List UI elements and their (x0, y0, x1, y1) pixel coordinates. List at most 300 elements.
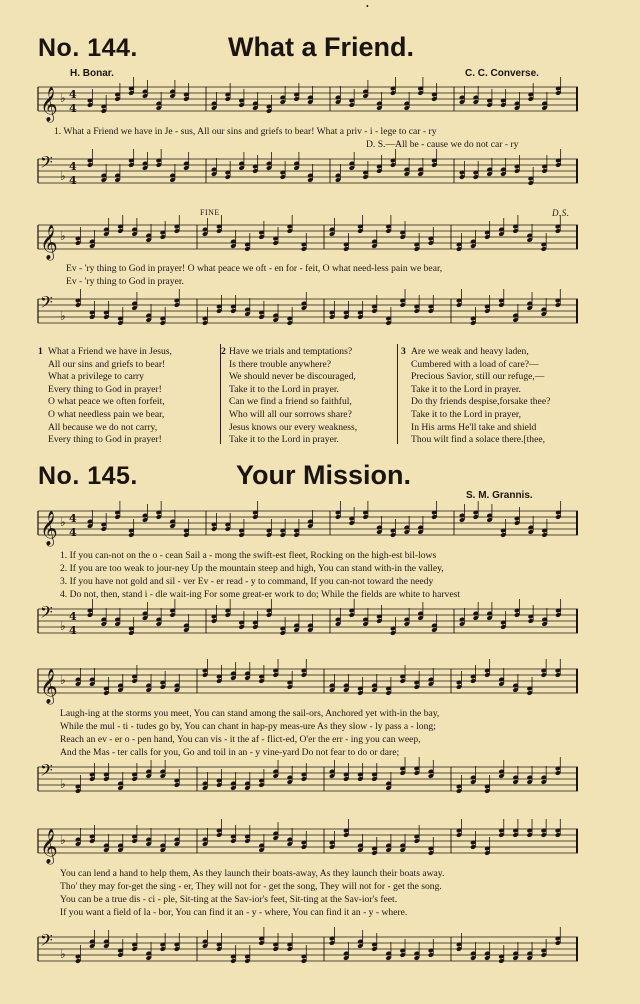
note (89, 301, 95, 320)
note (301, 945, 307, 964)
note (399, 289, 405, 308)
hymn-144-s1-lyric-1: 1. What a Friend we have in Je - sus, All our sins and griefs to bear! What a priv - i - lege to car - ry (54, 126, 437, 137)
note (280, 86, 286, 105)
note (87, 89, 93, 108)
note (357, 677, 363, 696)
note (131, 763, 137, 782)
note (128, 617, 134, 636)
note (414, 295, 420, 314)
time-signature-bottom: 4 (69, 526, 77, 539)
note (470, 831, 476, 850)
note (343, 301, 349, 320)
note (399, 834, 405, 853)
hymn-144-stanza-1 (38, 346, 172, 447)
note (103, 301, 109, 320)
note (202, 218, 208, 237)
note (183, 614, 189, 633)
note (238, 611, 244, 630)
note (216, 819, 222, 838)
note (174, 674, 180, 693)
note (131, 933, 137, 952)
staff-lines (38, 511, 578, 535)
staff-lines (38, 225, 578, 249)
note (500, 611, 506, 630)
note (526, 819, 532, 838)
note (555, 757, 561, 776)
note (357, 834, 363, 853)
note (498, 289, 504, 308)
note (101, 513, 107, 532)
note (417, 77, 423, 96)
stanza-line: What a Friend we have in Jesus, (48, 346, 172, 357)
note (526, 766, 532, 785)
stanza-line: What a privilege to carry (48, 371, 144, 383)
note (287, 671, 293, 690)
note (526, 942, 532, 961)
stanza-line: Is there trouble anywhere? (229, 358, 332, 370)
note (428, 295, 434, 314)
note (114, 164, 120, 183)
note (75, 775, 81, 794)
note (211, 605, 217, 624)
hymn-144-system-1-bass (38, 152, 578, 187)
note (512, 674, 518, 693)
hymn-144-ds-marker: D.S. (552, 208, 570, 218)
note (428, 760, 434, 779)
note (114, 501, 120, 520)
stanza-line: Take it to the Lord in prayer. (229, 434, 339, 446)
flat-sign-icon: ♭ (60, 777, 66, 791)
note (225, 161, 231, 180)
note (230, 825, 236, 844)
note (514, 507, 520, 526)
note (470, 307, 476, 326)
bass-clef-icon: 𝄢 (40, 930, 53, 954)
note (484, 659, 490, 678)
note (272, 659, 278, 678)
note (89, 825, 95, 844)
hymn-144-stanza-2 (221, 346, 358, 447)
note (211, 158, 217, 177)
note (385, 834, 391, 853)
note (87, 599, 93, 618)
note (528, 516, 534, 535)
note (244, 233, 250, 252)
note (272, 304, 278, 323)
note (301, 831, 307, 850)
note (87, 510, 93, 529)
note (89, 230, 95, 249)
note (343, 819, 349, 838)
stanza-line: Jesus knows our every weakness, (229, 421, 358, 433)
note (470, 230, 476, 249)
note (280, 519, 286, 538)
note (528, 605, 534, 624)
note (216, 295, 222, 314)
note (514, 92, 520, 111)
note (555, 289, 561, 308)
note (131, 665, 137, 684)
note (75, 945, 81, 964)
note (101, 95, 107, 114)
stanza-line: Precious Savior, still our refuge,— (411, 371, 545, 383)
note (357, 930, 363, 949)
note (216, 933, 222, 952)
flat-sign-icon: ♭ (60, 309, 66, 323)
note (202, 772, 208, 791)
note (343, 674, 349, 693)
page-top-mark: • (366, 2, 369, 11)
note (526, 224, 532, 243)
note (484, 837, 490, 856)
note (160, 307, 166, 326)
note (244, 945, 250, 964)
note (142, 504, 148, 523)
note (371, 837, 377, 856)
hymn-145-s3-verse-4: If you want a field of la - bor, You can find it an - y - where, You can find it an - y - where. (60, 907, 408, 918)
note (238, 89, 244, 108)
note (202, 828, 208, 847)
note (230, 662, 236, 681)
hymn-145-system-3-bass (38, 930, 578, 964)
flat-sign-icon: ♭ (60, 673, 66, 687)
note (117, 939, 123, 958)
note (514, 155, 520, 174)
note (103, 834, 109, 853)
note (385, 307, 391, 326)
note (101, 164, 107, 183)
note (225, 513, 231, 532)
note (307, 86, 313, 105)
note (512, 819, 518, 838)
hymn-144-system-2-bass (38, 292, 578, 326)
note (498, 668, 504, 687)
note (456, 775, 462, 794)
note (216, 769, 222, 788)
note (142, 80, 148, 99)
note (473, 501, 479, 520)
hymn-144-s2-lyric-2: Ev - 'ry thing to God in prayer. (66, 276, 184, 287)
note (428, 227, 434, 246)
note (131, 825, 137, 844)
note (202, 930, 208, 949)
note (456, 289, 462, 308)
note (272, 933, 278, 952)
note (541, 92, 547, 111)
note (258, 665, 264, 684)
note (145, 224, 151, 243)
stanza-line: We should never be discouraged, (229, 371, 356, 383)
note (456, 671, 462, 690)
hymn-145-number: No. 145. (38, 462, 138, 490)
note (160, 221, 166, 240)
note (514, 599, 520, 618)
note (335, 164, 341, 183)
note (258, 834, 264, 853)
time-signature-top: 4 (69, 610, 77, 623)
time-signature-top: 4 (69, 88, 77, 101)
note (526, 677, 532, 696)
note (371, 230, 377, 249)
note (512, 766, 518, 785)
note (512, 215, 518, 234)
bass-clef-icon: 𝄢 (40, 152, 53, 176)
note (244, 298, 250, 317)
note (128, 77, 134, 96)
stanza-number: 2 (221, 346, 226, 357)
note (357, 763, 363, 782)
note (128, 149, 134, 168)
note (258, 221, 264, 240)
note (390, 617, 396, 636)
note (160, 671, 166, 690)
note (117, 772, 123, 791)
stanza-line: Every thing to God in prayer! (48, 434, 162, 446)
stanza-number: 3 (401, 346, 406, 357)
stanza-line: Take it to the Lord in prayer. (229, 383, 339, 395)
note (230, 295, 236, 314)
note (252, 155, 258, 174)
hymn-145-title: Your Mission. (236, 460, 412, 490)
note (252, 92, 258, 111)
note (156, 149, 162, 168)
stanza-line: Can we find a friend so faithful, (229, 396, 352, 408)
hymn-144-composer: C. C. Converse. (465, 68, 539, 79)
note (145, 304, 151, 323)
note (385, 772, 391, 791)
note (486, 89, 492, 108)
note (75, 668, 81, 687)
hymn-145-system-2-treble (38, 666, 578, 704)
note (301, 763, 307, 782)
hymn-145-s2-verse-4: And the Mas - ter calls for you, Go and toil in an - y vine-yard Do not fear to do or dare; (60, 747, 400, 758)
stanza-divider (220, 344, 221, 444)
note (244, 662, 250, 681)
note (357, 215, 363, 234)
note (376, 92, 382, 111)
hymn-144-stanza-3 (401, 346, 551, 447)
note (470, 766, 476, 785)
note (428, 837, 434, 856)
note (555, 599, 561, 618)
note (293, 519, 299, 538)
note (459, 161, 465, 180)
note (101, 608, 107, 627)
note (266, 95, 272, 114)
note (335, 608, 341, 627)
note (376, 155, 382, 174)
note (512, 942, 518, 961)
note (156, 92, 162, 111)
note (362, 501, 368, 520)
note (117, 215, 123, 234)
treble-clef-icon: 𝄞 (40, 669, 58, 704)
note (293, 152, 299, 171)
note (75, 227, 81, 246)
note (117, 674, 123, 693)
stanza-line: All our sins and griefs to bear! (48, 358, 166, 370)
note (266, 599, 272, 618)
note (258, 769, 264, 788)
note (131, 218, 137, 237)
note (329, 218, 335, 237)
note (414, 825, 420, 844)
flat-sign-icon: ♭ (60, 947, 66, 961)
note (484, 775, 490, 794)
note (145, 674, 151, 693)
note (117, 307, 123, 326)
note (431, 501, 437, 520)
bass-clef-icon: 𝄢 (40, 602, 53, 626)
stanza-line: Take it to the Lord in prayer. (411, 383, 521, 395)
note (156, 608, 162, 627)
note (329, 674, 335, 693)
note (280, 161, 286, 180)
note (498, 819, 504, 838)
note (89, 668, 95, 687)
note (459, 504, 465, 523)
note (230, 230, 236, 249)
bass-clef-icon: 𝄢 (40, 292, 53, 316)
note (390, 149, 396, 168)
note (371, 763, 377, 782)
note (541, 766, 547, 785)
note (431, 149, 437, 168)
note (473, 86, 479, 105)
note (414, 233, 420, 252)
hymn-145-s3-verse-3: You can be a true dis - ci - ple, Sit-ting at the Sav-ior's feet, Sit-ting at the Sav-ior's feet. (60, 894, 398, 905)
note (174, 933, 180, 952)
note (174, 215, 180, 234)
note (202, 659, 208, 678)
hymn-145-composer: S. M. Grannis. (466, 490, 533, 501)
note (128, 519, 134, 538)
note (145, 942, 151, 961)
flat-sign-icon: ♭ (60, 619, 66, 633)
note (244, 772, 250, 791)
hymn-145-s1-verse-2: 2. If you are too weak to jour-ney Up the mountain steep and high, You can stand with-in the valley, (60, 563, 444, 574)
note (484, 295, 490, 314)
flat-sign-icon: ♭ (60, 169, 66, 183)
hymn-144-number: No. 144. (38, 34, 138, 62)
note (417, 516, 423, 535)
note (428, 939, 434, 958)
note (174, 828, 180, 847)
note (160, 760, 166, 779)
note (362, 161, 368, 180)
note (174, 289, 180, 308)
note (555, 819, 561, 838)
note (541, 608, 547, 627)
note (145, 760, 151, 779)
note (169, 80, 175, 99)
note (414, 942, 420, 961)
time-signature-bottom: 4 (69, 624, 77, 637)
stanza-line: Thou wilt find a solace there.[thee, (411, 434, 545, 446)
note (103, 763, 109, 782)
stanza-line: Every thing to God in prayer! (48, 383, 162, 395)
note (349, 599, 355, 618)
note (169, 164, 175, 183)
note (252, 611, 258, 630)
note (142, 602, 148, 621)
note (404, 158, 410, 177)
note (287, 828, 293, 847)
note (216, 215, 222, 234)
note (335, 501, 341, 520)
note (399, 221, 405, 240)
note (329, 927, 335, 946)
stanza-line: In His arms He'll take and shield (411, 421, 537, 433)
hymn-145-system-3-treble (38, 826, 578, 864)
hymn-145-s2-verse-2: While the mul - ti - tudes go by, You can chant in hap-py meas-ure As they slow - ly pass a - long; (60, 721, 436, 732)
note (335, 86, 341, 105)
note (266, 152, 272, 171)
note (500, 519, 506, 538)
note (114, 83, 120, 102)
note (272, 760, 278, 779)
flat-sign-icon: ♭ (60, 229, 66, 243)
note (376, 605, 382, 624)
flat-sign-icon: ♭ (60, 515, 66, 529)
hymn-145-s2-verse-3: Reach an ev - er o - pen hand, You can vis - it the af - flict-ed, O'er the err - ing you can weep, (60, 734, 421, 745)
note (266, 519, 272, 538)
note (414, 757, 420, 776)
note (500, 158, 506, 177)
note (287, 766, 293, 785)
note (541, 519, 547, 538)
stanza-divider (397, 344, 398, 444)
hymn-144-fine-marker: FINE (200, 208, 220, 217)
hymn-145-s1-verse-3: 3. If you have not gold and sil - ver Ev - er read - y to command, If you can-not toward the needy (60, 576, 434, 587)
note (211, 92, 217, 111)
note (484, 221, 490, 240)
note (169, 510, 175, 529)
hymn-145-s3-verse-1: You can lend a hand to help them, As they launch their boats-away, As they launch their boats away. (60, 868, 445, 879)
note (456, 933, 462, 952)
note (301, 292, 307, 311)
note (390, 519, 396, 538)
stanza-line: Do thy friends despise,forsake thee? (411, 396, 551, 408)
note (459, 608, 465, 627)
hymn-144-system-1-treble (38, 84, 578, 122)
note (555, 659, 561, 678)
note (287, 307, 293, 326)
note (349, 152, 355, 171)
note (498, 945, 504, 964)
stanza-line: Who will all our sorrows share? (229, 408, 352, 420)
note (417, 158, 423, 177)
note (280, 617, 286, 636)
note (238, 152, 244, 171)
note (258, 927, 264, 946)
note (230, 945, 236, 964)
note (498, 760, 504, 779)
bass-clef-icon: 𝄢 (40, 760, 53, 784)
note (362, 80, 368, 99)
note (293, 83, 299, 102)
note (75, 828, 81, 847)
note (103, 677, 109, 696)
flat-sign-icon: ♭ (60, 833, 66, 847)
note (117, 834, 123, 853)
note (103, 930, 109, 949)
note (385, 677, 391, 696)
stanza-line: Take it to the Lord in prayer, (411, 408, 522, 420)
hymn-145-s2-verse-1: Laugh-ing at the storms you meet, You can stand among the sail-ors, Anchored yet with-in the bay, (60, 708, 440, 719)
note (343, 763, 349, 782)
note (131, 292, 137, 311)
